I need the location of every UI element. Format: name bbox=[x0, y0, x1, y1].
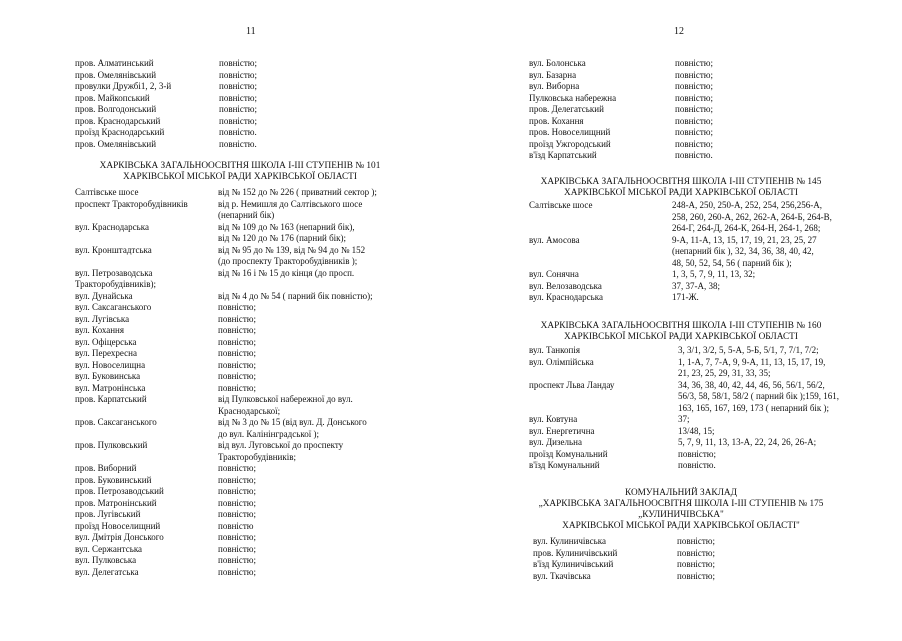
street-coverage: повністю; bbox=[218, 348, 257, 358]
street-name: пров. Алматинський bbox=[75, 58, 154, 68]
street-coverage: від № 109 до № 163 (непарний бік), bbox=[218, 221, 355, 232]
street-row bbox=[75, 498, 445, 510]
street-row bbox=[529, 269, 899, 281]
street-coverage: 13/48, 15; bbox=[678, 425, 715, 436]
street-name: пров. Виборний bbox=[75, 463, 137, 473]
school-101-streets bbox=[75, 187, 445, 578]
street-name: вул. Матронінська bbox=[75, 382, 146, 393]
street-name: проїзд Ужгородський bbox=[529, 138, 611, 149]
street-coverage: повністю; bbox=[675, 58, 714, 68]
street-name: пров. Делегатський bbox=[529, 104, 604, 114]
street-coverage: до вул. Калінінградської ); bbox=[218, 428, 319, 439]
street-coverage: 1, 3, 5, 7, 9, 11, 13, 32; bbox=[672, 269, 756, 279]
street-name: вул. Дмітрія Донського bbox=[75, 532, 164, 542]
street-coverage: повністю; bbox=[677, 570, 716, 581]
street-name: пров. Карпатський bbox=[75, 394, 147, 404]
street-name: вул. Краснодарська bbox=[529, 292, 603, 302]
street-coverage: повністю; bbox=[675, 138, 714, 149]
street-name: вул. Олімпійська bbox=[529, 356, 594, 367]
school-145-title: ХАРКІВСЬКА ЗАГАЛЬНООСВІТНЯ ШКОЛА І-ІІІ СТУПЕНІВ № 145 bbox=[540, 177, 822, 187]
street-coverage: повністю; bbox=[218, 555, 257, 565]
street-row bbox=[529, 281, 899, 293]
street-row bbox=[529, 403, 899, 415]
street-coverage: повністю; bbox=[218, 474, 257, 485]
street-row bbox=[529, 368, 899, 380]
street-row bbox=[75, 429, 445, 441]
street-coverage: повністю; bbox=[677, 559, 716, 569]
school-175-header bbox=[481, 488, 881, 532]
street-row bbox=[529, 380, 899, 392]
street-row bbox=[75, 440, 445, 452]
street-row bbox=[529, 212, 899, 224]
street-coverage: 264-Г, 264-Д, 264-К, 264-Н, 264-1, 268; bbox=[672, 223, 821, 233]
street-row bbox=[75, 509, 445, 521]
street-row bbox=[75, 256, 445, 268]
school-145-streets bbox=[529, 200, 899, 304]
street-row bbox=[529, 93, 889, 105]
street-coverage: повністю; bbox=[675, 127, 714, 137]
street-row bbox=[75, 394, 445, 406]
street-name: вул. Офіцерська bbox=[75, 336, 137, 347]
street-coverage: повністю; bbox=[218, 302, 257, 312]
street-name: пров. Петрозаводський bbox=[75, 486, 164, 496]
street-coverage: від № 4 до № 54 ( парний бік повністю); bbox=[218, 290, 373, 301]
street-row bbox=[75, 486, 445, 498]
street-coverage: 163, 165, 167, 169, 173 ( непарний бік ); bbox=[678, 402, 830, 413]
street-row bbox=[75, 417, 445, 429]
street-coverage: 48, 50, 52, 54, 56 ( парний бік ); bbox=[672, 257, 792, 268]
school-101-title: ХАРКІВСЬКА ЗАГАЛЬНООСВІТНЯ ШКОЛА І-ІІІ СТУПЕНІВ № 101 bbox=[99, 161, 381, 171]
street-coverage: повністю. bbox=[219, 127, 257, 137]
street-name: вул. Виборна bbox=[529, 81, 580, 91]
school-160-header bbox=[481, 321, 881, 343]
street-name: в'їзд Кулиничівський bbox=[533, 559, 614, 569]
street-coverage: 37; bbox=[678, 414, 690, 424]
street-name: вул. Новоселищна bbox=[75, 359, 146, 370]
street-coverage: повністю; bbox=[219, 92, 258, 103]
street-coverage: від р. Немишля до Салтівського шосе bbox=[218, 198, 363, 209]
street-row bbox=[529, 292, 899, 304]
street-name: пров. Краснодарський bbox=[75, 115, 161, 126]
street-row bbox=[75, 58, 435, 70]
street-name: Салтівське шосе bbox=[529, 200, 593, 210]
street-coverage: повністю; bbox=[218, 382, 257, 393]
street-row bbox=[529, 200, 899, 212]
street-name: в'їзд Комунальний bbox=[529, 460, 600, 470]
street-row bbox=[75, 199, 445, 211]
street-row bbox=[529, 58, 889, 70]
street-name: вул. Краснодарська bbox=[75, 221, 149, 232]
school-101-subtitle: ХАРКІВСЬКОЇ МІСЬКОЇ РАДИ ХАРКІВСЬКОЇ ОБЛАСТІ bbox=[123, 172, 357, 182]
street-name: провулки Дружбі1, 2, 3-й bbox=[75, 81, 172, 91]
street-coverage: повністю; bbox=[218, 543, 257, 554]
street-coverage: повністю. bbox=[678, 460, 716, 470]
street-name: вул. Сержантська bbox=[75, 543, 143, 554]
street-name: вул. Кулиничівська bbox=[533, 536, 606, 546]
street-row bbox=[529, 235, 899, 247]
street-coverage: 5, 7, 9, 11, 13, 13-А, 22, 24, 26, 26-А; bbox=[678, 437, 817, 447]
street-name: Салтівське шосе bbox=[75, 187, 139, 197]
street-row bbox=[533, 559, 893, 571]
street-row bbox=[75, 325, 445, 337]
street-row bbox=[529, 246, 899, 258]
street-coverage: Краснодарської; bbox=[218, 405, 281, 416]
street-coverage: від вул. Луговської до проспекту bbox=[218, 440, 344, 450]
street-coverage: повністю. bbox=[219, 138, 257, 149]
street-row bbox=[75, 544, 445, 556]
street-coverage: повністю; bbox=[675, 92, 714, 103]
page-number: 12 bbox=[674, 26, 684, 37]
right-top-list bbox=[529, 58, 889, 162]
street-name: пров. Новоселищний bbox=[529, 127, 611, 137]
street-row bbox=[75, 567, 445, 579]
street-coverage: 56/3, 58, 58/1, 58/2 ( парний бік );159, 161, bbox=[678, 391, 839, 401]
street-row bbox=[75, 81, 435, 93]
street-row bbox=[75, 348, 445, 360]
street-name: проїзд Комунальний bbox=[529, 448, 608, 459]
street-name: вул. Танкопія bbox=[529, 345, 580, 355]
street-coverage: повністю; bbox=[219, 81, 258, 91]
street-coverage: (непарний бік ), 32, 34, 36, 38, 40, 42, bbox=[672, 246, 814, 256]
street-name: вул. Дунайська bbox=[75, 290, 133, 301]
street-name: вул. Сонячна bbox=[529, 269, 579, 279]
street-coverage: повністю; bbox=[675, 69, 714, 80]
street-name: пров. Омелянівський bbox=[75, 69, 157, 80]
street-row bbox=[75, 383, 445, 395]
street-coverage: від Пулковської набережної до вул. bbox=[218, 394, 353, 404]
street-row bbox=[75, 475, 445, 487]
street-coverage: 1, 1-А, 7, 7-А, 9, 9-А, 11, 13, 15, 17, 19, bbox=[678, 356, 826, 367]
street-row bbox=[529, 437, 899, 449]
street-row bbox=[75, 314, 445, 326]
street-name: вул. Амосова bbox=[529, 234, 580, 245]
street-name: пров. Буковинський bbox=[75, 474, 152, 485]
street-coverage: повністю; bbox=[218, 463, 257, 473]
street-row bbox=[75, 291, 445, 303]
street-row bbox=[75, 302, 445, 314]
street-row bbox=[75, 279, 445, 291]
street-coverage: повністю; bbox=[677, 536, 716, 546]
school-101-header bbox=[40, 161, 440, 183]
street-coverage: від № 120 до № 176 (парний бік); bbox=[218, 233, 347, 243]
street-row bbox=[529, 223, 899, 235]
street-name: Пулковська набережна bbox=[529, 92, 617, 103]
street-row bbox=[529, 460, 899, 472]
street-row bbox=[529, 391, 899, 403]
street-coverage: (непарний бік) bbox=[218, 210, 275, 220]
school-175-subtitle: ХАРКІВСЬКОЇ МІСЬКОЇ РАДИ ХАРКІВСЬКОЇ ОБЛАСТІ" bbox=[562, 521, 800, 531]
street-coverage: Тракторобудівників; bbox=[218, 451, 296, 462]
street-row bbox=[529, 345, 899, 357]
street-row bbox=[75, 532, 445, 544]
street-name: пров. Пулковський bbox=[75, 440, 148, 450]
street-row bbox=[75, 70, 435, 82]
street-row bbox=[75, 360, 445, 372]
street-row bbox=[75, 127, 435, 139]
school-145-subtitle: ХАРКІВСЬКОЇ МІСЬКОЇ РАДИ ХАРКІВСЬКОЇ ОБЛАСТІ bbox=[564, 188, 798, 198]
street-coverage: повністю. bbox=[675, 150, 713, 160]
street-coverage: повністю; bbox=[218, 497, 257, 508]
school-175-streets bbox=[533, 536, 893, 582]
street-name: вул. Базарна bbox=[529, 69, 577, 80]
street-name: вул. Кохання bbox=[75, 325, 125, 335]
street-name: в'їзд Карпатський bbox=[529, 150, 597, 160]
street-coverage: повністю; bbox=[218, 566, 257, 577]
street-coverage: повністю; bbox=[218, 532, 257, 542]
street-name: вул. Лугівська bbox=[75, 313, 130, 324]
street-row bbox=[75, 268, 445, 280]
street-row bbox=[75, 406, 445, 418]
street-name: вул. Ткачівська bbox=[533, 570, 591, 581]
street-name: пров. Кулиничівський bbox=[533, 547, 618, 558]
street-coverage: повністю; bbox=[218, 486, 257, 496]
street-coverage: від № 95 до № 139, від № 94 до № 152 bbox=[218, 244, 366, 255]
street-row bbox=[529, 81, 889, 93]
street-row bbox=[533, 548, 893, 560]
street-name: пров. Лугівський bbox=[75, 509, 141, 519]
street-row bbox=[75, 104, 435, 116]
street-row bbox=[75, 233, 445, 245]
street-name: проспект Льва Ландау bbox=[529, 379, 615, 390]
street-name: Тракторобудівників); bbox=[75, 279, 156, 289]
street-row bbox=[529, 127, 889, 139]
street-name: вул. Ковтуна bbox=[529, 414, 578, 424]
street-coverage: повністю; bbox=[218, 313, 257, 324]
street-name: пров. Волгодонський bbox=[75, 104, 157, 114]
street-coverage: повністю; bbox=[219, 115, 258, 126]
school-160-title: ХАРКІВСЬКА ЗАГАЛЬНООСВІТНЯ ШКОЛА І-ІІІ СТУПЕНІВ № 160 bbox=[540, 321, 822, 331]
street-coverage: 9-А, 11-А, 13, 15, 17, 19, 21, 23, 25, 27 bbox=[672, 234, 817, 245]
street-coverage: 37, 37-А, 38; bbox=[672, 280, 720, 291]
school-175-kind: КОМУНАЛЬНИЙ ЗАКЛАД bbox=[624, 488, 737, 498]
street-coverage: повністю; bbox=[675, 81, 714, 91]
street-name: вул. Делегатська bbox=[75, 566, 139, 577]
street-name: вул. Велозаводська bbox=[529, 280, 602, 291]
street-name: проспект Тракторобудівників bbox=[75, 198, 188, 209]
street-coverage: повністю; bbox=[677, 547, 716, 558]
street-row bbox=[75, 452, 445, 464]
street-name: пров. Майкопський bbox=[75, 92, 150, 103]
street-coverage: (до проспекту Тракторобудівників ); bbox=[218, 256, 358, 266]
street-coverage: від № 152 до № 226 ( приватний сектор ); bbox=[218, 187, 377, 197]
street-row bbox=[529, 139, 889, 151]
street-name: вул. Кронштадтська bbox=[75, 244, 152, 255]
street-coverage: повністю; bbox=[219, 104, 258, 114]
school-175-title: „ХАРКІВСЬКА ЗАГАЛЬНООСВІТНЯ ШКОЛА І-ІІІ СТУПЕНІВ № 175 bbox=[538, 499, 824, 509]
street-row bbox=[75, 337, 445, 349]
street-row bbox=[75, 555, 445, 567]
street-coverage: від № 3 до № 15 (від вул. Д. Донського bbox=[218, 417, 367, 427]
street-row bbox=[75, 245, 445, 257]
street-name: вул. Болонська bbox=[529, 58, 586, 68]
street-coverage: 3, 3/1, 3/2, 5, 5-А, 5-Б, 5/1, 7, 7/1, 7/2; bbox=[678, 345, 819, 355]
street-coverage: 21, 23, 25, 29, 31, 33, 35; bbox=[678, 368, 771, 378]
street-name: вул. Буковинська bbox=[75, 371, 141, 381]
page-number: 11 bbox=[246, 26, 256, 37]
street-coverage: повністю bbox=[218, 520, 254, 531]
right-page bbox=[451, 0, 902, 641]
street-coverage: повністю; bbox=[218, 371, 257, 381]
street-coverage: повністю; bbox=[678, 448, 717, 459]
street-row bbox=[75, 521, 445, 533]
street-row bbox=[529, 150, 889, 162]
street-name: вул. Пулковська bbox=[75, 555, 137, 565]
street-row bbox=[75, 463, 445, 475]
street-coverage: від № 16 і № 15 до кінця (до просп. bbox=[218, 267, 355, 278]
street-name: вул. Перехресна bbox=[75, 348, 137, 358]
street-coverage: повністю; bbox=[218, 509, 257, 519]
school-175-nickname: „КУЛИНИЧІВСЬКА" bbox=[638, 510, 724, 520]
street-coverage: 171-Ж. bbox=[672, 292, 699, 302]
street-row bbox=[75, 210, 445, 222]
left-top-list bbox=[75, 58, 435, 150]
street-row bbox=[529, 104, 889, 116]
street-coverage: повністю; bbox=[218, 336, 257, 347]
street-row bbox=[529, 357, 899, 369]
street-row bbox=[529, 258, 899, 270]
street-row bbox=[529, 70, 889, 82]
street-row bbox=[75, 371, 445, 383]
street-row bbox=[533, 536, 893, 548]
school-145-header bbox=[481, 177, 881, 199]
street-row bbox=[529, 426, 899, 438]
street-row bbox=[75, 116, 435, 128]
street-row bbox=[529, 116, 889, 128]
street-coverage: повністю; bbox=[218, 359, 257, 370]
street-name: вул. Саксаганського bbox=[75, 302, 152, 312]
street-coverage: повністю; bbox=[218, 325, 257, 335]
street-coverage: 248-А, 250, 250-А, 252, 254, 256,256-А, bbox=[672, 200, 822, 210]
street-name: вул. Петрозаводська bbox=[75, 267, 153, 278]
street-row bbox=[75, 139, 435, 151]
street-coverage: 258, 260, 260-А, 262, 262-А, 264-Б, 264-В, bbox=[672, 211, 832, 222]
street-name: вул. Дизельна bbox=[529, 437, 582, 447]
street-row bbox=[75, 93, 435, 105]
school-160-subtitle: ХАРКІВСЬКОЇ МІСЬКОЇ РАДИ ХАРКІВСЬКОЇ ОБЛАСТІ bbox=[564, 332, 798, 342]
street-name: проїзд Новоселищний bbox=[75, 520, 161, 531]
street-coverage: повністю; bbox=[675, 104, 714, 114]
street-row bbox=[533, 571, 893, 583]
street-row bbox=[75, 187, 445, 199]
street-name: пров. Саксаганського bbox=[75, 417, 157, 427]
street-row bbox=[75, 222, 445, 234]
street-coverage: повністю; bbox=[219, 69, 258, 80]
street-coverage: 34, 36, 38, 40, 42, 44, 46, 56, 56/1, 56/2, bbox=[678, 379, 825, 390]
street-name: пров. Матронінський bbox=[75, 497, 157, 508]
street-name: вул. Енергетична bbox=[529, 425, 595, 436]
street-name: пров. Кохання bbox=[529, 115, 584, 126]
street-name: пров. Омелянівський bbox=[75, 138, 157, 149]
street-row bbox=[529, 449, 899, 461]
street-name: проїзд Краснодарський bbox=[75, 127, 165, 137]
street-coverage: повністю; bbox=[675, 115, 714, 126]
school-160-streets bbox=[529, 345, 899, 472]
street-row bbox=[529, 414, 899, 426]
street-coverage: повністю; bbox=[219, 58, 258, 68]
